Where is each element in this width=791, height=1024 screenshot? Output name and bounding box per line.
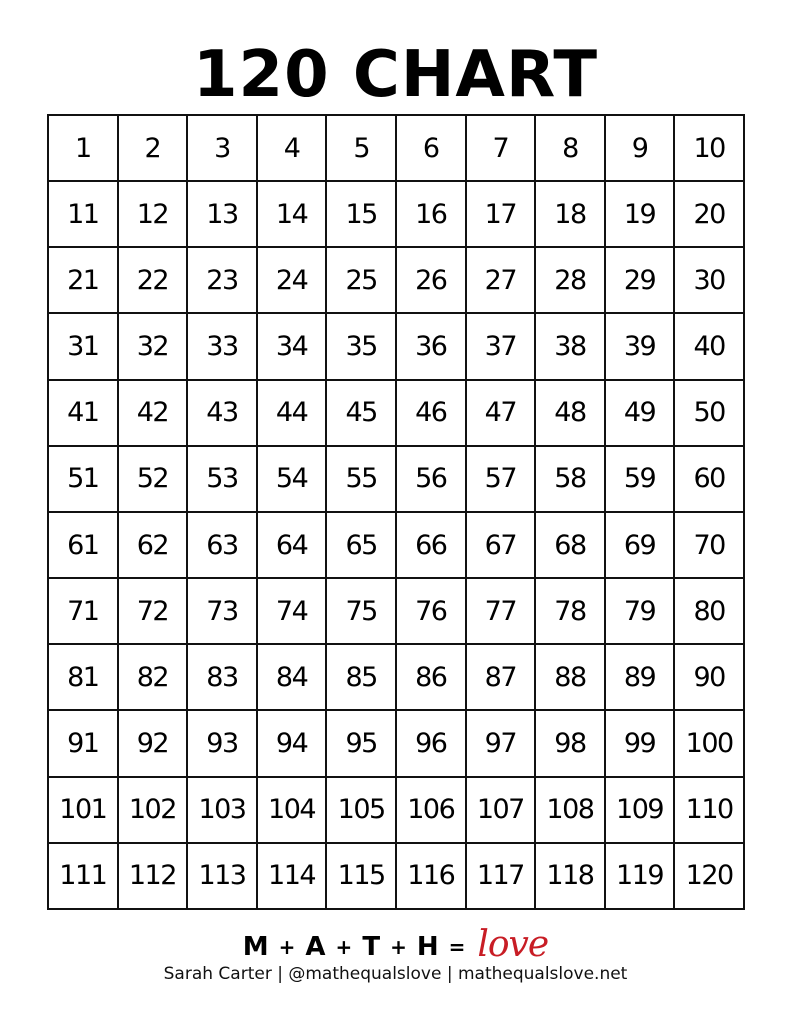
number-grid bbox=[47, 114, 745, 910]
grid-cell: 20 bbox=[674, 181, 744, 247]
grid-cell: 97 bbox=[466, 710, 536, 776]
grid-cell: 100 bbox=[674, 710, 744, 776]
grid-cell: 58 bbox=[535, 446, 605, 512]
logo-letter-t: T bbox=[362, 932, 381, 962]
grid-cell: 6 bbox=[396, 115, 466, 181]
grid-row bbox=[48, 710, 744, 776]
grid-cell: 48 bbox=[535, 380, 605, 446]
grid-cell: 14 bbox=[257, 181, 327, 247]
grid-cell: 118 bbox=[535, 843, 605, 909]
grid-row bbox=[48, 843, 744, 909]
grid-cell: 80 bbox=[674, 578, 744, 644]
grid-cell: 62 bbox=[118, 512, 188, 578]
grid-cell: 87 bbox=[466, 644, 536, 710]
grid-cell: 119 bbox=[605, 843, 675, 909]
grid-cell: 111 bbox=[48, 843, 118, 909]
grid-cell: 17 bbox=[466, 181, 536, 247]
grid-cell: 114 bbox=[257, 843, 327, 909]
grid-cell: 109 bbox=[605, 777, 675, 843]
grid-cell: 89 bbox=[605, 644, 675, 710]
grid-cell: 28 bbox=[535, 247, 605, 313]
grid-cell: 61 bbox=[48, 512, 118, 578]
grid-cell: 76 bbox=[396, 578, 466, 644]
grid-row bbox=[48, 777, 744, 843]
grid-cell: 92 bbox=[118, 710, 188, 776]
grid-cell: 106 bbox=[396, 777, 466, 843]
grid-cell: 39 bbox=[605, 313, 675, 379]
grid-cell: 70 bbox=[674, 512, 744, 578]
grid-cell: 81 bbox=[48, 644, 118, 710]
grid-cell: 3 bbox=[187, 115, 257, 181]
logo-plus-1: + bbox=[278, 935, 296, 959]
grid-cell: 102 bbox=[118, 777, 188, 843]
grid-cell: 101 bbox=[48, 777, 118, 843]
grid-cell: 108 bbox=[535, 777, 605, 843]
grid-cell: 7 bbox=[466, 115, 536, 181]
grid-cell: 11 bbox=[48, 181, 118, 247]
grid-cell: 10 bbox=[674, 115, 744, 181]
grid-cell: 22 bbox=[118, 247, 188, 313]
grid-cell: 36 bbox=[396, 313, 466, 379]
grid-row bbox=[48, 181, 744, 247]
grid-cell: 60 bbox=[674, 446, 744, 512]
grid-cell: 1 bbox=[48, 115, 118, 181]
grid-cell: 82 bbox=[118, 644, 188, 710]
grid-cell: 53 bbox=[187, 446, 257, 512]
grid-cell: 38 bbox=[535, 313, 605, 379]
grid-cell: 55 bbox=[326, 446, 396, 512]
grid-cell: 95 bbox=[326, 710, 396, 776]
grid-cell: 103 bbox=[187, 777, 257, 843]
grid-cell: 25 bbox=[326, 247, 396, 313]
grid-cell: 43 bbox=[187, 380, 257, 446]
grid-cell: 29 bbox=[605, 247, 675, 313]
grid-row bbox=[48, 247, 744, 313]
grid-cell: 65 bbox=[326, 512, 396, 578]
grid-cell: 56 bbox=[396, 446, 466, 512]
grid-cell: 104 bbox=[257, 777, 327, 843]
logo-letter-a: A bbox=[305, 932, 326, 962]
grid-cell: 24 bbox=[257, 247, 327, 313]
grid-cell: 8 bbox=[535, 115, 605, 181]
grid-cell: 13 bbox=[187, 181, 257, 247]
logo-equals: = bbox=[448, 935, 466, 959]
grid-cell: 16 bbox=[396, 181, 466, 247]
grid-cell: 34 bbox=[257, 313, 327, 379]
grid-cell: 52 bbox=[118, 446, 188, 512]
grid-row bbox=[48, 115, 744, 181]
math-equals-love-logo bbox=[0, 925, 791, 969]
grid-cell: 120 bbox=[674, 843, 744, 909]
grid-cell: 110 bbox=[674, 777, 744, 843]
grid-cell: 64 bbox=[257, 512, 327, 578]
grid-cell: 50 bbox=[674, 380, 744, 446]
grid-cell: 47 bbox=[466, 380, 536, 446]
grid-cell: 44 bbox=[257, 380, 327, 446]
grid-cell: 32 bbox=[118, 313, 188, 379]
grid-cell: 4 bbox=[257, 115, 327, 181]
grid-cell: 41 bbox=[48, 380, 118, 446]
grid-cell: 49 bbox=[605, 380, 675, 446]
grid-cell: 117 bbox=[466, 843, 536, 909]
grid-cell: 26 bbox=[396, 247, 466, 313]
grid-cell: 98 bbox=[535, 710, 605, 776]
grid-cell: 88 bbox=[535, 644, 605, 710]
grid-cell: 93 bbox=[187, 710, 257, 776]
logo-love-script: love bbox=[477, 923, 549, 965]
grid-cell: 105 bbox=[326, 777, 396, 843]
grid-cell: 42 bbox=[118, 380, 188, 446]
grid-cell: 59 bbox=[605, 446, 675, 512]
grid-cell: 30 bbox=[674, 247, 744, 313]
grid-cell: 107 bbox=[466, 777, 536, 843]
grid-row bbox=[48, 313, 744, 379]
grid-cell: 66 bbox=[396, 512, 466, 578]
grid-cell: 9 bbox=[605, 115, 675, 181]
grid-cell: 5 bbox=[326, 115, 396, 181]
grid-cell: 99 bbox=[605, 710, 675, 776]
grid-cell: 113 bbox=[187, 843, 257, 909]
grid-cell: 112 bbox=[118, 843, 188, 909]
grid-cell: 73 bbox=[187, 578, 257, 644]
grid-cell: 27 bbox=[466, 247, 536, 313]
grid-cell: 77 bbox=[466, 578, 536, 644]
grid-cell: 75 bbox=[326, 578, 396, 644]
grid-row bbox=[48, 446, 744, 512]
grid-cell: 46 bbox=[396, 380, 466, 446]
grid-cell: 37 bbox=[466, 313, 536, 379]
logo-letter-m: M bbox=[242, 932, 269, 962]
grid-cell: 45 bbox=[326, 380, 396, 446]
logo-plus-2: + bbox=[335, 935, 353, 959]
grid-cell: 85 bbox=[326, 644, 396, 710]
grid-cell: 72 bbox=[118, 578, 188, 644]
grid-cell: 79 bbox=[605, 578, 675, 644]
grid-cell: 40 bbox=[674, 313, 744, 379]
grid-cell: 12 bbox=[118, 181, 188, 247]
grid-cell: 115 bbox=[326, 843, 396, 909]
grid-cell: 31 bbox=[48, 313, 118, 379]
grid-cell: 54 bbox=[257, 446, 327, 512]
logo-letter-h: H bbox=[416, 932, 439, 962]
grid-body bbox=[48, 115, 744, 909]
grid-row bbox=[48, 380, 744, 446]
grid-cell: 116 bbox=[396, 843, 466, 909]
page-title: 120 CHART bbox=[193, 38, 598, 112]
grid-cell: 96 bbox=[396, 710, 466, 776]
grid-cell: 23 bbox=[187, 247, 257, 313]
grid-cell: 74 bbox=[257, 578, 327, 644]
grid-cell: 57 bbox=[466, 446, 536, 512]
grid-cell: 21 bbox=[48, 247, 118, 313]
grid-cell: 68 bbox=[535, 512, 605, 578]
grid-cell: 33 bbox=[187, 313, 257, 379]
grid-cell: 2 bbox=[118, 115, 188, 181]
grid-cell: 63 bbox=[187, 512, 257, 578]
grid-cell: 83 bbox=[187, 644, 257, 710]
grid-cell: 19 bbox=[605, 181, 675, 247]
grid-cell: 94 bbox=[257, 710, 327, 776]
grid-cell: 69 bbox=[605, 512, 675, 578]
grid-cell: 35 bbox=[326, 313, 396, 379]
grid-cell: 86 bbox=[396, 644, 466, 710]
grid-row bbox=[48, 644, 744, 710]
credits-line: Sarah Carter | @mathequalslove | mathequalslove.net bbox=[163, 964, 628, 984]
grid-cell: 78 bbox=[535, 578, 605, 644]
logo-plus-3: + bbox=[390, 935, 407, 959]
grid-cell: 51 bbox=[48, 446, 118, 512]
grid-cell: 91 bbox=[48, 710, 118, 776]
grid-row bbox=[48, 512, 744, 578]
grid-row bbox=[48, 578, 744, 644]
grid-cell: 84 bbox=[257, 644, 327, 710]
grid-cell: 18 bbox=[535, 181, 605, 247]
grid-cell: 15 bbox=[326, 181, 396, 247]
grid-cell: 71 bbox=[48, 578, 118, 644]
grid-cell: 90 bbox=[674, 644, 744, 710]
grid-cell: 67 bbox=[466, 512, 536, 578]
